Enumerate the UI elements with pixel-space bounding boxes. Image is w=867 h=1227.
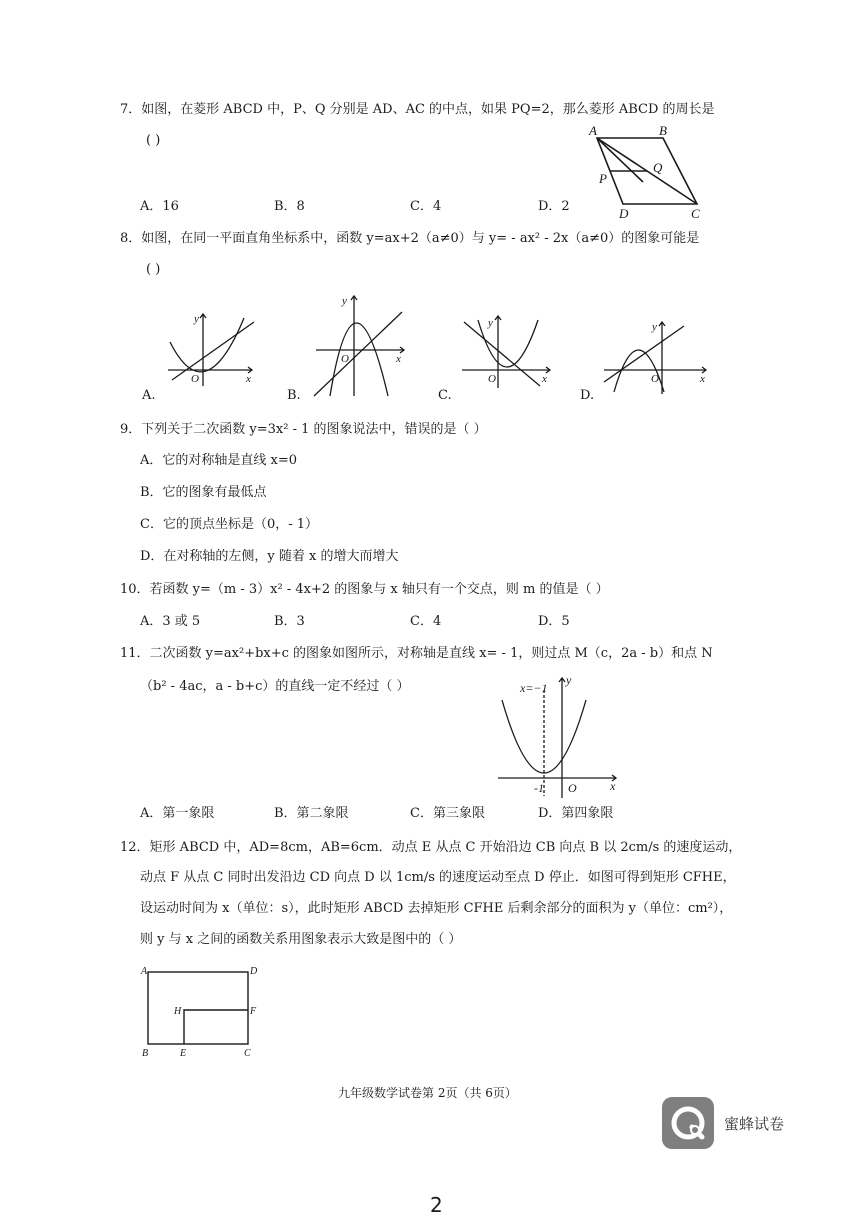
q8c-origin: O bbox=[488, 373, 496, 385]
q11-stem-line2: （b² - 4ac，a - b+c）的直线一定不经过（ ） bbox=[140, 679, 410, 694]
q7-option-d: D．2 bbox=[538, 199, 570, 214]
q8-option-c: C. bbox=[438, 388, 452, 403]
q8d-y-label: y bbox=[652, 321, 657, 333]
q8-blank: ( ) bbox=[146, 262, 161, 277]
q8a-x-label: x bbox=[246, 373, 251, 385]
q8-option-d: D. bbox=[580, 388, 595, 403]
q10-option-a: A．3 或 5 bbox=[140, 614, 201, 629]
q11-option-d: D．第四象限 bbox=[538, 806, 614, 821]
q8c-y-label: y bbox=[488, 317, 493, 329]
watermark-text: 蜜蜂试卷 bbox=[724, 1115, 785, 1133]
q8-graph-a bbox=[160, 308, 260, 393]
q11-x-label: x bbox=[610, 779, 616, 793]
q12-line2: 动点 F 从点 C 同时出发沿边 CD 向点 D 以 1cm/s 的速度运动至点 D 停止．如图可得到矩形 CFHE， bbox=[140, 870, 736, 885]
q8c-x-label: x bbox=[542, 373, 547, 385]
q8-graph-d bbox=[600, 316, 712, 401]
q12-label-h: H bbox=[174, 1006, 182, 1017]
q12-line1: 12．矩形 ABCD 中，AD=8cm，AB=6cm．动点 E 从点 C 开始沿边 CB 向点 B 以 2cm/s 的速度运动， bbox=[120, 840, 742, 855]
q11-y-label: y bbox=[566, 673, 572, 687]
q12-label-f: F bbox=[250, 1006, 257, 1017]
q12-label-e: E bbox=[180, 1048, 187, 1059]
q12-line4: 则 y 与 x 之间的函数关系用图象表示大致是图中的（ ） bbox=[140, 932, 462, 947]
q8d-x-label: x bbox=[700, 373, 705, 385]
q10-option-d: D．5 bbox=[538, 614, 570, 629]
q12-label-d: D bbox=[250, 966, 258, 977]
q7-rhombus-figure bbox=[585, 122, 715, 222]
q12-label-b: B bbox=[142, 1048, 149, 1059]
q10-option-b: B．3 bbox=[274, 614, 305, 629]
q7-option-b: B．8 bbox=[274, 199, 305, 214]
q7-option-a: A．16 bbox=[140, 199, 179, 214]
q11-option-a: A．第一象限 bbox=[140, 806, 215, 821]
q8b-y-label: y bbox=[342, 295, 347, 307]
q11-origin: O bbox=[568, 781, 577, 795]
q8b-x-label: x bbox=[396, 353, 401, 365]
q9-stem: 9．下列关于二次函数 y=3x² - 1 的图象说法中，错误的是（ ） bbox=[120, 422, 487, 437]
q10-option-c: C．4 bbox=[410, 614, 442, 629]
q8a-y-label: y bbox=[194, 313, 199, 325]
q9-option-c: C．它的顶点坐标是（0，- 1） bbox=[140, 517, 319, 532]
q7-label-d: D bbox=[619, 206, 629, 221]
q12-rectangle-figure bbox=[138, 962, 268, 1062]
q8-graph-c bbox=[456, 310, 556, 395]
q9-option-d: D．在对称轴的左侧，y 随着 x 的增大而增大 bbox=[140, 549, 399, 564]
page-number: 2 bbox=[430, 1193, 443, 1217]
q7-label-b: B bbox=[659, 123, 667, 138]
page-footer: 九年级数学试卷第 2页（共 6页） bbox=[338, 1086, 517, 1100]
q8d-origin: O bbox=[651, 373, 659, 385]
q8a-origin: O bbox=[191, 373, 199, 385]
q8b-origin: O bbox=[341, 353, 349, 365]
q7-option-c: C．4 bbox=[410, 199, 442, 214]
q11-stem-line1: 11．二次函数 y=ax²+bx+c 的图象如图所示，对称轴是直线 x= - 1，则过点 M（c，2a - b）和点 N bbox=[120, 646, 713, 661]
q8-stem: 8．如图，在同一平面直角坐标系中，函数 y=ax+2（a≠0）与 y= - ax² - 2x（a≠0）的图象可能是 bbox=[120, 231, 700, 246]
q11-option-b: B．第二象限 bbox=[274, 806, 349, 821]
q8-graph-b bbox=[308, 290, 408, 400]
q11-tick-label: -1 bbox=[534, 781, 544, 795]
q11-parabola-figure bbox=[492, 672, 622, 802]
q7-label-q: Q bbox=[653, 160, 663, 175]
q12-label-c: C bbox=[244, 1048, 251, 1059]
q12-line3: 设运动时间为 x（单位：s），此时矩形 ABCD 去掉矩形 CFHE 后剩余部分的面积为 y（单位：cm²）， bbox=[140, 901, 733, 916]
q7-label-p: P bbox=[599, 171, 607, 186]
q8-option-a: A. bbox=[142, 388, 156, 403]
q7-stem: 7．如图，在菱形 ABCD 中，P、Q 分别是 AD、AC 的中点，如果 PQ=2，那么菱形 ABCD 的周长是 bbox=[120, 102, 715, 117]
q7-blank: ( ) bbox=[146, 133, 161, 148]
q9-option-b: B．它的图象有最低点 bbox=[140, 485, 267, 500]
q11-option-c: C．第三象限 bbox=[410, 806, 485, 821]
q8-option-b: B. bbox=[287, 388, 301, 403]
q7-label-a: A bbox=[589, 123, 597, 138]
q10-stem: 10．若函数 y=（m - 3）x² - 4x+2 的图象与 x 轴只有一个交点，则 m 的值是（ ） bbox=[120, 582, 609, 597]
q9-option-a: A．它的对称轴是直线 x=0 bbox=[140, 453, 298, 468]
q12-label-a: A bbox=[141, 966, 148, 977]
bee-logo-icon bbox=[662, 1097, 714, 1149]
q11-axis-line-label: x=−1 bbox=[520, 681, 548, 695]
q7-label-c: C bbox=[691, 206, 700, 221]
